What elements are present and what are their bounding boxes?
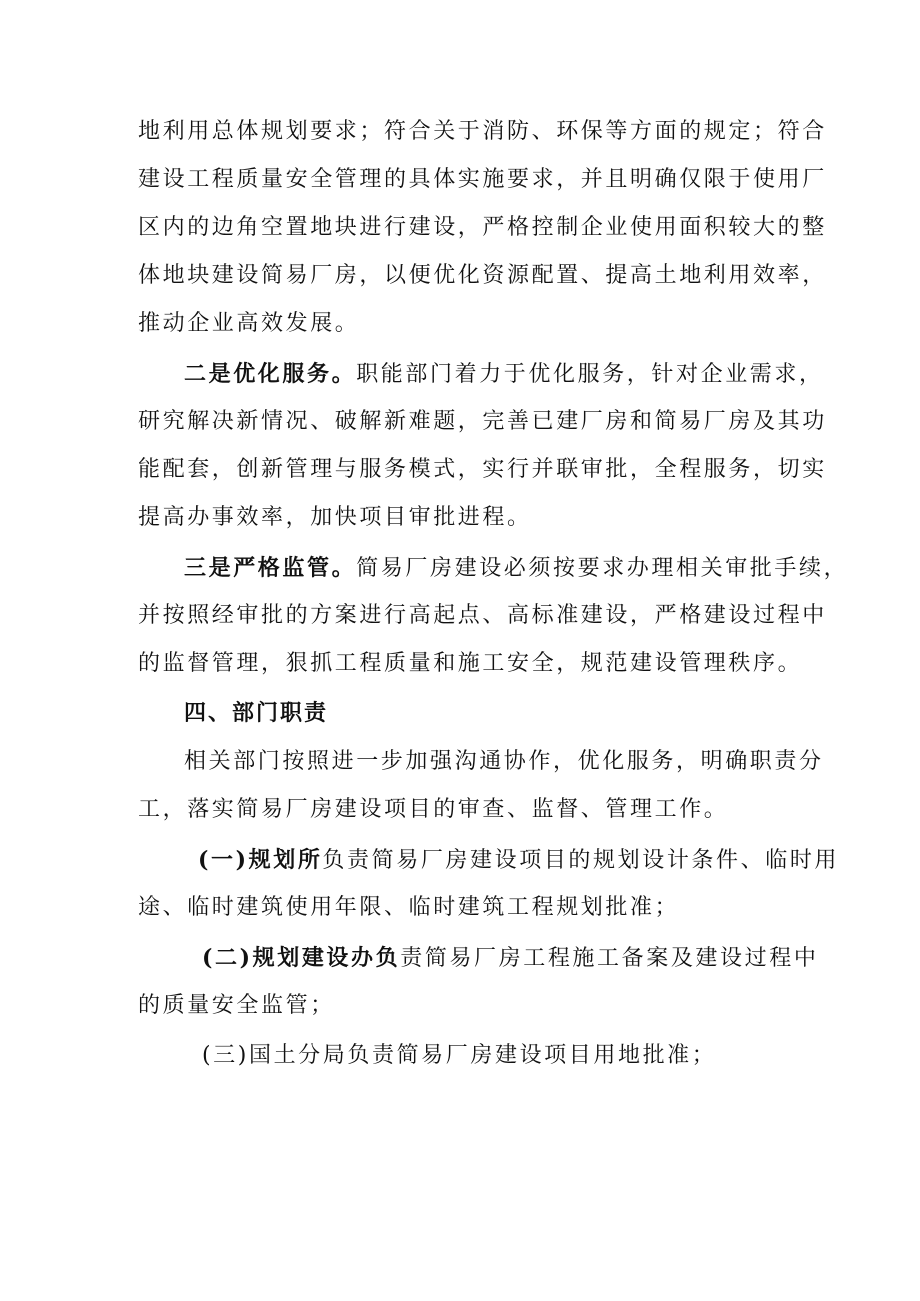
list-item-lead: (二)规划建设办负	[202, 945, 401, 971]
list-item-first-line	[198, 846, 839, 875]
paragraph-line: 区内的边角空置地块进行建设，严格控制企业使用面积较大的整	[138, 215, 827, 240]
paragraph-line: 相关部门按照进一步加强沟通协作，优化服务，明确职责分	[184, 749, 824, 774]
paragraph-line: 提高办事效率，加快项目审批进程。	[138, 505, 532, 530]
paragraph-lead: 三是严格监管。	[184, 555, 357, 581]
paragraph-line: 体地块建设简易厂房，以便优化资源配置、提高土地利用效率，	[138, 263, 827, 288]
paragraph-line: 工，落实简易厂房建设项目的审查、监督、管理工作。	[138, 797, 729, 822]
list-item-first-line	[202, 944, 818, 973]
list-item-text: 责简易厂房工程施工备案及建设过程中	[400, 946, 819, 971]
paragraph-lead: 二是优化服务。	[184, 361, 357, 387]
paragraph-text: 职能部门着力于优化服务，针对企业需求，	[356, 362, 824, 387]
list-item-line: (三)国土分局负责简易厂房建设项目用地批准；	[202, 1043, 717, 1068]
list-item-lead: (一)规划所	[198, 847, 323, 873]
paragraph-line: 研究解决新情况、破解新难题，完善已建厂房和简易厂房及其功	[138, 409, 827, 434]
paragraph-first-line	[184, 360, 824, 389]
paragraph-line: 的监督管理，狠抓工程质量和施工安全，规范建设管理秩序。	[138, 651, 803, 676]
list-item-line: 途、临时建筑使用年限、临时建筑工程规划批准；	[138, 895, 680, 920]
paragraph-line: 建设工程质量安全管理的具体实施要求，并且明确仅限于使用厂	[138, 167, 827, 192]
paragraph-text: 简易厂房建设必须按要求办理相关审批手续，	[356, 556, 849, 581]
paragraph-first-line	[184, 554, 848, 583]
section-heading: 四、部门职责	[184, 701, 329, 726]
list-item-line: 的质量安全监管；	[138, 993, 335, 1018]
paragraph-line: 推动企业高效发展。	[138, 311, 360, 336]
paragraph-line: 地利用总体规划要求；符合关于消防、环保等方面的规定；符合	[138, 119, 827, 144]
list-item-text: 负责简易厂房建设项目的规划设计条件、临时用	[322, 848, 840, 873]
paragraph-line: 并按照经审批的方案进行高起点、高标准建设，严格建设过程中	[138, 603, 827, 628]
paragraph-line: 能配套，创新管理与服务模式，实行并联审批，全程服务，切实	[138, 457, 827, 482]
